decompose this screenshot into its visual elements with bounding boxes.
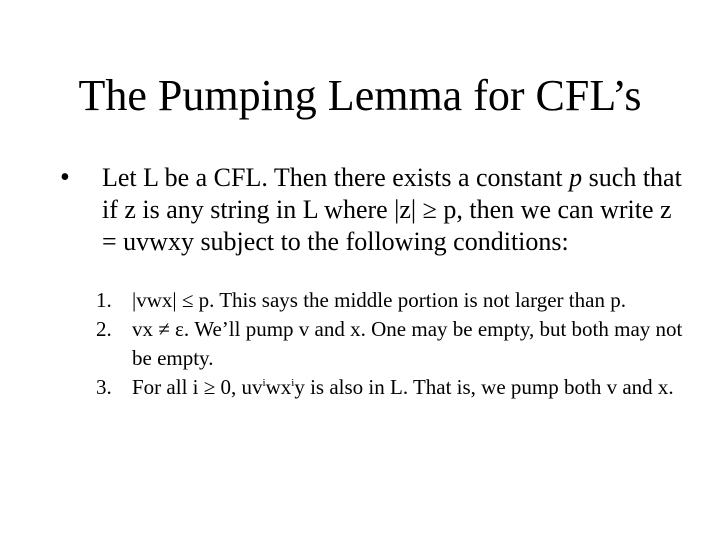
condition-text-b: wx: [265, 375, 292, 399]
conditions-list: [96, 286, 686, 402]
condition-number: 2.: [96, 317, 112, 341]
condition-text-a: For all i ≥ 0, uv: [132, 375, 263, 399]
condition-item: [96, 286, 686, 315]
condition-item: [96, 373, 686, 402]
superscript-i: i: [262, 377, 266, 389]
condition-number: 3.: [96, 375, 112, 399]
condition-text: [132, 375, 674, 399]
condition-number: 1.: [96, 288, 112, 312]
constant-p: p: [569, 163, 583, 192]
condition-text: vx ≠ ε. We’ll pump v and x. One may be empty, but both may not be empty.: [132, 317, 683, 370]
bullet-text-post: such that if z is any string in L where |z| ≥ p, then we can write z = uvwxy subject to the following conditions:: [102, 163, 682, 256]
bullet-text-pre: Let L be a CFL. Then there exists a constant: [102, 163, 570, 192]
condition-text-c: y is also in L. That is, we pump both v and x.: [294, 375, 674, 399]
bullet-text: [102, 162, 682, 258]
condition-item: [96, 315, 686, 373]
slide-title: The Pumping Lemma for CFL’s: [78, 71, 642, 120]
bullet-marker: •: [60, 162, 70, 193]
condition-text: |vwx| ≤ p. This says the middle portion is not larger than p.: [132, 288, 626, 312]
superscript-i: i: [291, 377, 295, 389]
